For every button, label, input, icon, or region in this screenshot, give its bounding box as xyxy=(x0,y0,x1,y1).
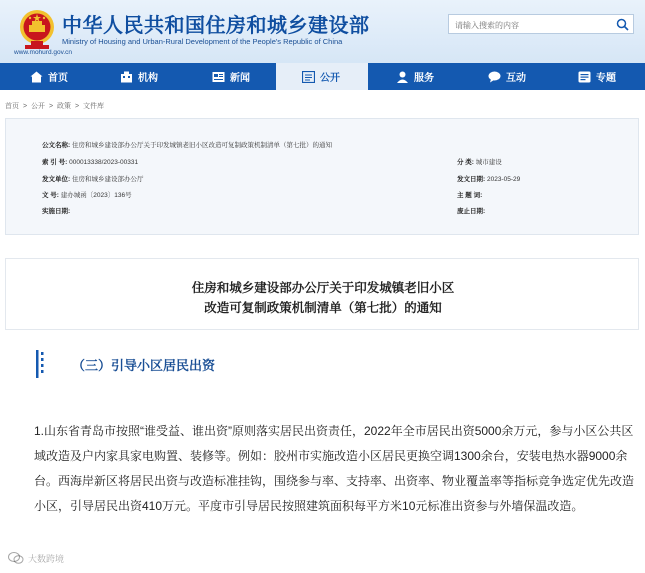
main-nav xyxy=(0,63,645,90)
breadcrumb xyxy=(5,101,106,111)
topics-icon xyxy=(578,71,591,83)
meta-label: 索 引 号: xyxy=(42,159,68,166)
site-title-english: Ministry of Housing and Urban-Rural Development of the People's Republic of China xyxy=(62,37,343,46)
nav-item-home[interactable] xyxy=(30,63,68,90)
meta-category xyxy=(457,157,502,166)
breadcrumb-file-library[interactable]: 文件库 xyxy=(83,103,104,110)
breadcrumb-separator: > xyxy=(48,103,54,110)
site-url: www.mohurd.gov.cn xyxy=(14,49,73,56)
site-header xyxy=(0,0,645,63)
article-title-line2: 改造可复制政策机制清单（第七批）的通知 xyxy=(204,301,442,315)
national-emblem-logo[interactable] xyxy=(18,7,56,53)
meta-label: 分 类: xyxy=(457,159,474,166)
breadcrumb-separator: > xyxy=(22,103,28,110)
organization-icon xyxy=(120,71,133,83)
section-marker-icon xyxy=(36,350,46,378)
nav-label: 服务 xyxy=(414,73,434,84)
service-icon xyxy=(396,71,409,83)
wechat-logo-icon xyxy=(8,551,24,565)
breadcrumb-policy[interactable]: 政策 xyxy=(57,103,71,110)
nav-label: 专题 xyxy=(596,73,616,84)
meta-value: 住房和城乡建设部办公厅 xyxy=(71,176,144,183)
meta-implementation-date xyxy=(42,206,70,215)
breadcrumb-public[interactable]: 公开 xyxy=(31,103,45,110)
meta-label: 文 号: xyxy=(42,192,59,199)
meta-value: 000013338/2023-00331 xyxy=(69,159,139,166)
section-title: （三）引导小区居民出资 xyxy=(72,358,216,373)
nav-label: 公开 xyxy=(320,73,340,84)
meta-label: 实施日期: xyxy=(42,208,71,215)
search-icon[interactable] xyxy=(616,18,629,31)
meta-value: 2023-05-29 xyxy=(486,176,521,183)
meta-date xyxy=(457,174,520,183)
watermark-text: 大数跨境 xyxy=(28,553,65,564)
site-title[interactable]: 中华人民共和国住房和城乡建设部 xyxy=(62,15,370,37)
news-icon xyxy=(212,71,225,83)
article-header xyxy=(5,258,639,330)
home-icon xyxy=(30,71,43,83)
nav-item-topics[interactable] xyxy=(578,63,616,90)
chat-icon xyxy=(488,71,501,83)
nav-item-service[interactable] xyxy=(396,63,434,90)
meta-doc-number xyxy=(42,190,132,199)
meta-label: 发文日期: xyxy=(457,176,486,183)
meta-index xyxy=(42,157,138,166)
nav-label: 机构 xyxy=(138,73,158,84)
nav-item-public[interactable] xyxy=(276,63,368,90)
meta-label: 公文名称: xyxy=(42,142,71,149)
search-box[interactable] xyxy=(448,14,634,34)
nav-item-news[interactable] xyxy=(212,63,250,90)
meta-label: 主 题 词: xyxy=(457,192,483,199)
meta-label: 废止日期: xyxy=(457,208,486,215)
meta-subject xyxy=(457,190,482,199)
public-icon xyxy=(302,71,315,83)
meta-label: 发文单位: xyxy=(42,176,71,183)
meta-value: 住房和城乡建设部办公厅关于印发城镇老旧小区改造可复制政策机制清单（第七批）的通知 xyxy=(71,142,332,149)
nav-label: 新闻 xyxy=(230,73,250,84)
breadcrumb-home[interactable]: 首页 xyxy=(5,103,19,110)
nav-item-organization[interactable] xyxy=(120,63,158,90)
nav-label: 首页 xyxy=(48,73,68,84)
nav-label: 互动 xyxy=(506,73,526,84)
meta-doc-title xyxy=(42,140,332,149)
watermark xyxy=(8,551,64,565)
meta-value: 城市建设 xyxy=(475,159,502,166)
document-metadata-panel xyxy=(5,118,639,235)
search-input[interactable] xyxy=(449,17,615,35)
article-body-paragraph: 1.山东省青岛市按照“谁受益、谁出资”原则落实居民出资责任，2022年全市居民出资5000余万元，参与小区公共区域改造及户内家具家电购置、装修等。例如：胶州市实施改造小区居民更换空调1300余台，安装电热水器9000余台。西海岸新区将居民出资与改造标准挂钩，围绕参与率、支持率、出资率、物业覆盖率等指标竞争选定优先改造小区，引导居民出资410万元。平度市引导居民按照建筑面积每平方米10元标准出资参与外墙保温改造。 xyxy=(34,424,635,513)
meta-issuer xyxy=(42,174,143,183)
article-title-line1: 住房和城乡建设部办公厅关于印发城镇老旧小区 xyxy=(191,281,455,295)
section-heading xyxy=(30,350,610,380)
breadcrumb-separator: > xyxy=(74,103,80,110)
meta-expiry-date xyxy=(457,206,485,215)
meta-value: 建办城函〔2023〕136号 xyxy=(60,192,132,199)
nav-item-interaction[interactable] xyxy=(488,63,526,90)
